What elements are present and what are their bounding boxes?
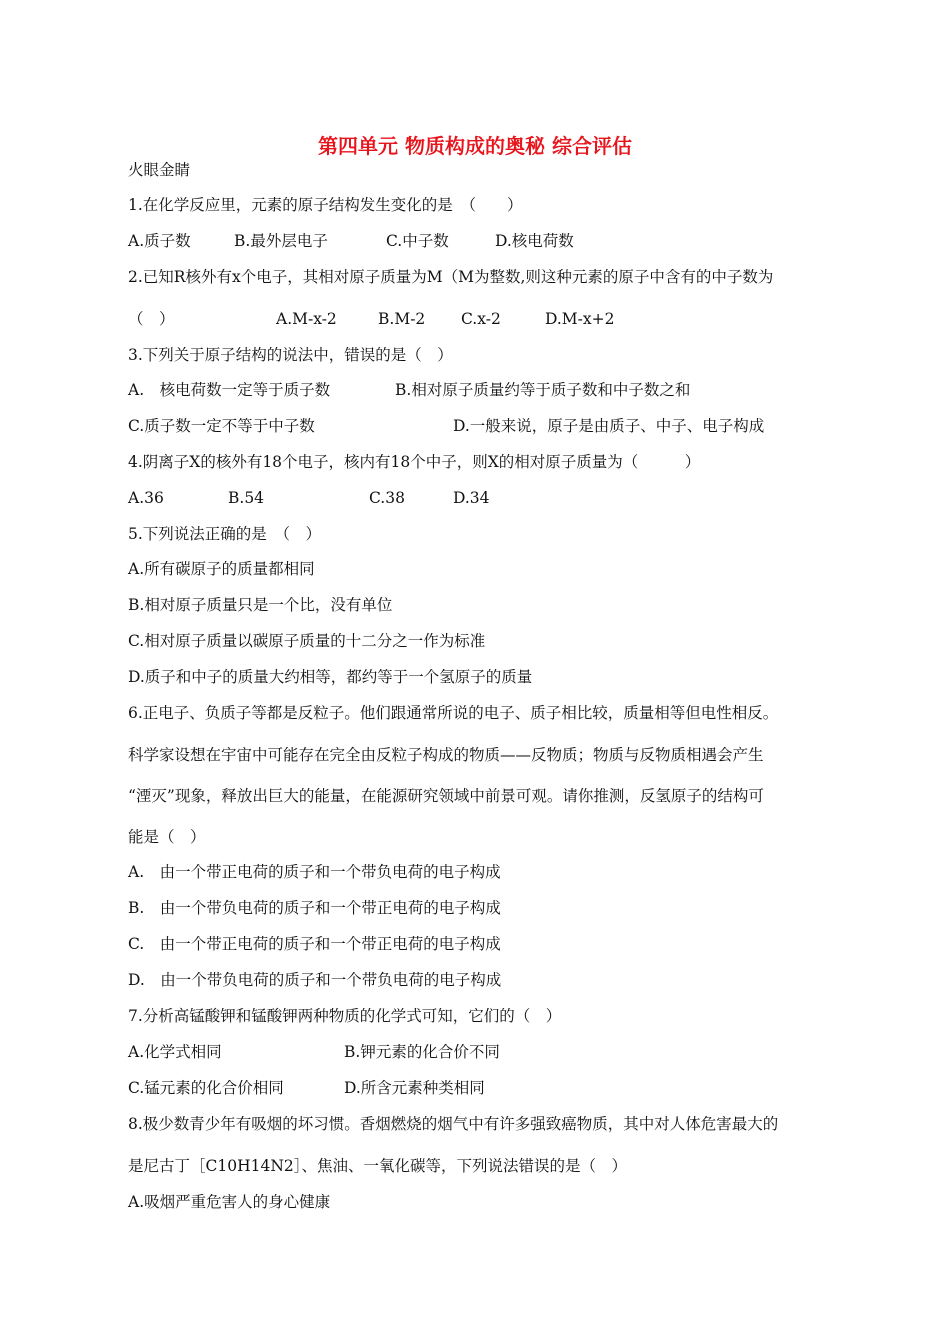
q3-option-a: A. 核电荷数一定等于质子数 bbox=[128, 381, 331, 399]
q5-option-d: D.质子和中子的质量大约相等，都约等于一个氢原子的质量 bbox=[128, 668, 533, 686]
q2-option-a: A.M-x-2 bbox=[276, 310, 337, 328]
q4-option-d: D.34 bbox=[453, 489, 490, 507]
q3-option-c: C.质子数一定不等于中子数 bbox=[128, 417, 315, 435]
q3-option-d: D.一般来说，原子是由质子、中子、电子构成 bbox=[453, 417, 765, 435]
q5-option-c: C.相对原子质量以碳原子质量的十二分之一作为标准 bbox=[128, 632, 486, 650]
q7-option-a: A.化学式相同 bbox=[128, 1043, 222, 1061]
q4-option-a: A.36 bbox=[128, 489, 164, 507]
q4-option-c: C.38 bbox=[369, 489, 405, 507]
q2-option-d: D.M-x+2 bbox=[545, 310, 615, 328]
q6-stem-line-3: “湮灭”现象，释放出巨大的能量，在能源研究领域中前景可观。请你推测，反氢原子的结构可 bbox=[128, 787, 764, 805]
q4-option-b: B.54 bbox=[228, 489, 265, 507]
q1-stem: 1.在化学反应里，元素的原子结构发生变化的是 （ ） bbox=[128, 196, 523, 214]
q2-option-b: B.M-2 bbox=[378, 310, 426, 328]
q1-option-c: C.中子数 bbox=[386, 232, 449, 250]
q4-stem: 4.阴离子X的核外有18个电子，核内有18个中子，则X的相对原子质量为（ ） bbox=[128, 453, 701, 471]
q6-stem-line-2: 科学家设想在宇宙中可能存在完全由反粒子构成的物质——反物质；物质与反物质相遇会产生 bbox=[128, 746, 764, 764]
page-title: 第四单元 物质构成的奥秘 综合评估 bbox=[318, 134, 632, 158]
q2-stem: 2.已知R核外有x个电子，其相对原子质量为M（M为整数,则这种元素的原子中含有的中子数为 bbox=[128, 268, 774, 286]
q1-option-a: A.质子数 bbox=[128, 232, 191, 250]
q2-blank: （ ） bbox=[128, 310, 175, 328]
q1-option-d: D.核电荷数 bbox=[495, 232, 574, 250]
q5-option-b: B.相对原子质量只是一个比，没有单位 bbox=[128, 596, 393, 614]
q8-option-a: A.吸烟严重危害人的身心健康 bbox=[128, 1193, 331, 1211]
q3-stem: 3.下列关于原子结构的说法中，错误的是（ ） bbox=[128, 346, 453, 364]
q7-option-d: D.所含元素种类相同 bbox=[344, 1079, 485, 1097]
q2-option-c: C.x-2 bbox=[461, 310, 501, 328]
q6-stem-line-1: 6.正电子、负质子等都是反粒子。他们跟通常所说的电子、质子相比较，质量相等但电性相反。 bbox=[128, 704, 779, 722]
q5-stem: 5.下列说法正确的是 （ ） bbox=[128, 525, 322, 543]
q7-option-c: C.锰元素的化合价相同 bbox=[128, 1079, 284, 1097]
section-heading: 火眼金睛 bbox=[128, 161, 191, 179]
q6-option-d: D. 由一个带负电荷的质子和一个带负电荷的电子构成 bbox=[128, 971, 502, 989]
q7-option-b: B.钾元素的化合价不同 bbox=[344, 1043, 500, 1061]
q8-stem-line-1: 8.极少数青少年有吸烟的坏习惯。香烟燃烧的烟气中有许多强致癌物质，其中对人体危害最大的 bbox=[128, 1115, 779, 1133]
q3-option-b: B.相对原子质量约等于质子数和中子数之和 bbox=[395, 381, 691, 399]
q6-stem-line-4: 能是（ ） bbox=[128, 828, 206, 846]
q6-option-b: B. 由一个带负电荷的质子和一个带正电荷的电子构成 bbox=[128, 899, 501, 917]
q6-option-c: C. 由一个带正电荷的质子和一个带正电荷的电子构成 bbox=[128, 935, 501, 953]
q8-stem-line-2: 是尼古丁［C10H14N2］、焦油、一氧化碳等，下列说法错误的是（ ） bbox=[128, 1157, 627, 1175]
q6-option-a: A. 由一个带正电荷的质子和一个带负电荷的电子构成 bbox=[128, 863, 501, 881]
q7-stem: 7.分析高锰酸钾和锰酸钾两种物质的化学式可知，它们的（ ） bbox=[128, 1007, 562, 1025]
q1-option-b: B.最外层电子 bbox=[234, 232, 328, 250]
q5-option-a: A.所有碳原子的质量都相同 bbox=[128, 560, 315, 578]
